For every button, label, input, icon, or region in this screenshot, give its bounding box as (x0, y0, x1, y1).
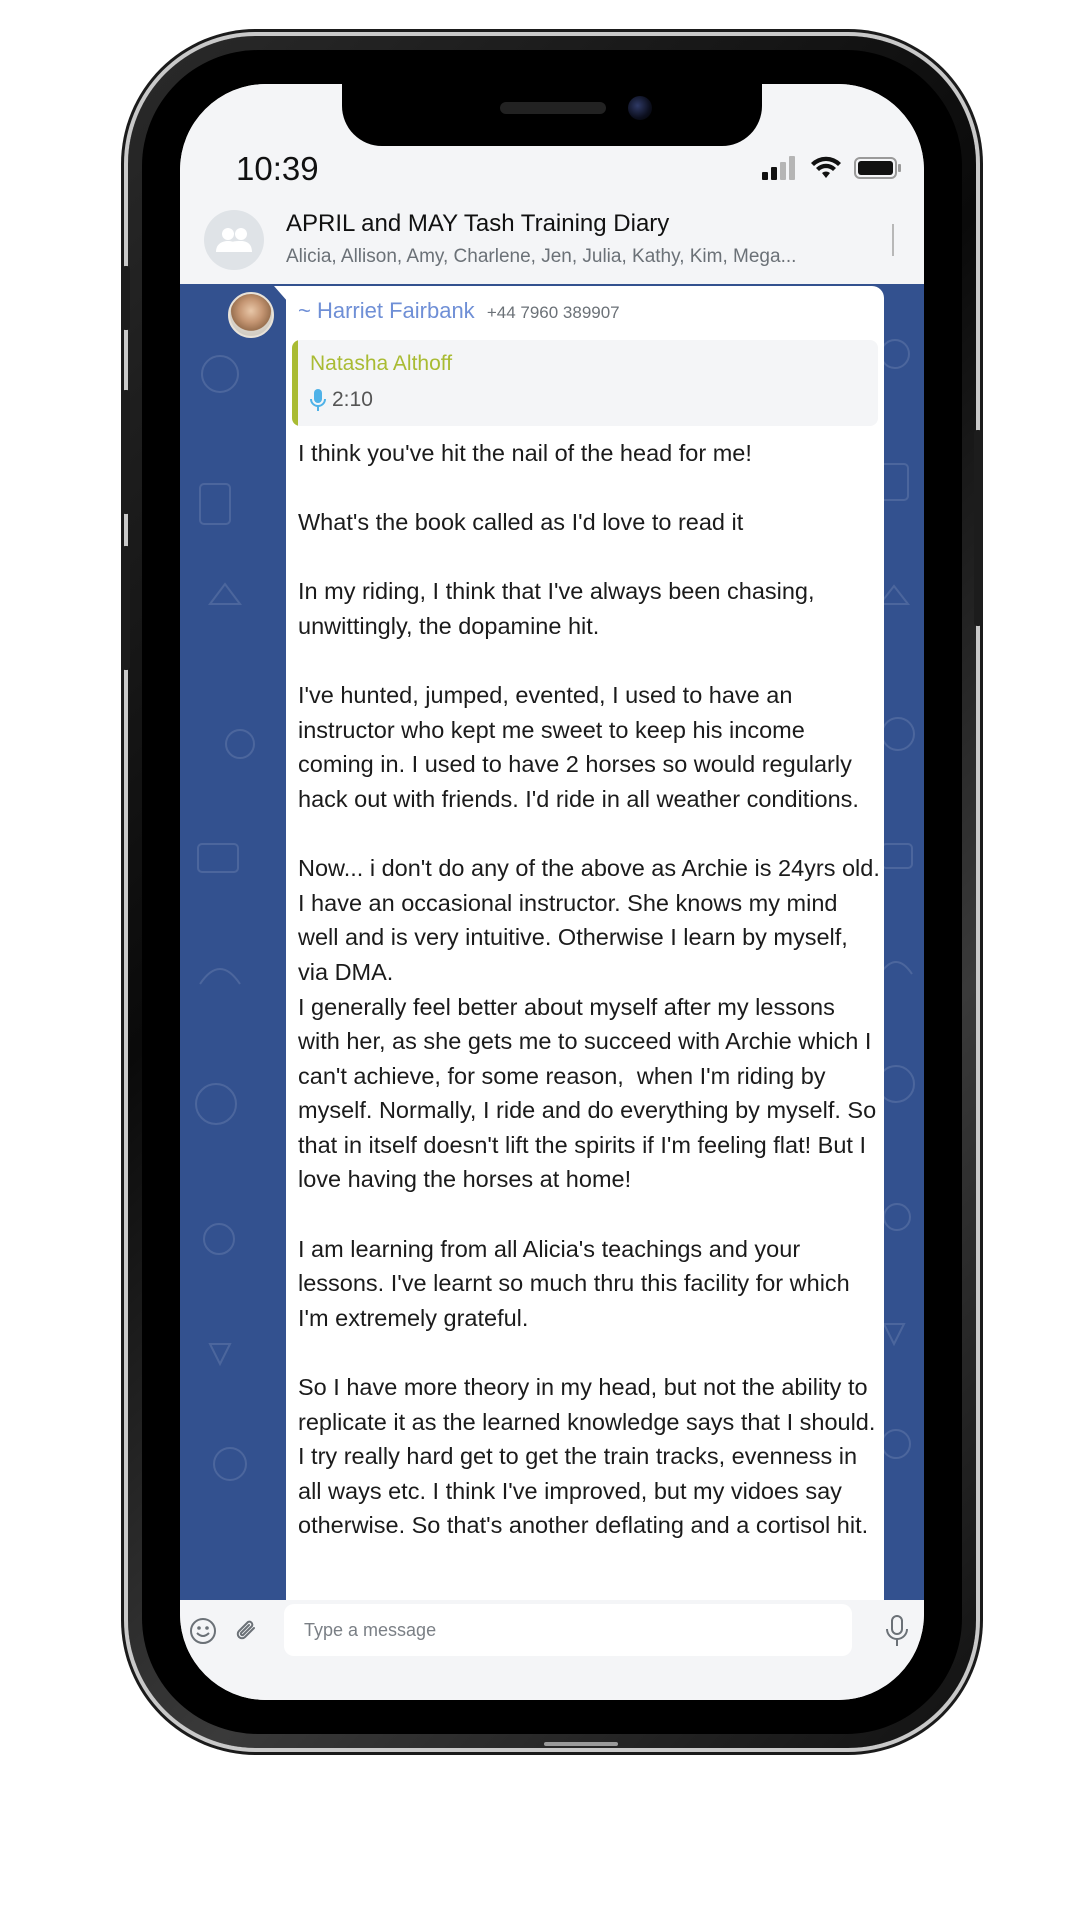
signal-icon (762, 156, 798, 185)
silent-switch (122, 266, 130, 330)
volume-up-button (122, 390, 130, 514)
voice-duration: 2:10 (332, 388, 373, 411)
chat-title[interactable]: APRIL and MAY Tash Training Diary (286, 210, 670, 237)
wifi-icon (810, 156, 842, 185)
microphone-icon (310, 388, 326, 412)
chat-header[interactable] (180, 194, 924, 285)
chat-members: Alicia, Allison, Amy, Charlene, Jen, Julia, Kathy, Kim, Mega... (286, 246, 797, 267)
sender-name[interactable]: ~ Harriet Fairbank (298, 298, 475, 323)
group-avatar[interactable] (204, 210, 264, 270)
sender-avatar[interactable] (228, 292, 274, 338)
status-time: 10:39 (236, 150, 319, 187)
chat-messages-area[interactable] (180, 284, 924, 1600)
group-avatar-icon (214, 226, 254, 254)
notch (342, 84, 762, 146)
power-button (974, 430, 982, 626)
quote-accent-bar (292, 340, 298, 426)
battery-icon (854, 156, 902, 185)
quoted-sender-name: Natasha Althoff (310, 352, 453, 375)
volume-down-button (122, 546, 130, 670)
message-input-bar (180, 1600, 924, 1700)
quoted-message[interactable] (292, 340, 878, 426)
emoji-icon[interactable] (188, 1616, 218, 1646)
message-bubble[interactable] (286, 286, 884, 1600)
phone-screen (180, 84, 924, 1700)
status-icons (762, 156, 902, 185)
quoted-voice-note (310, 388, 373, 412)
phone-bottom-edge (544, 1742, 618, 1746)
message-text: I think you've hit the nail of the head for me! What's the book called as I'd love to read it In my riding, I think that I've always been chasing, unwittingly, the dopamine hit. I've hunted, jumped, evented, I used to have an instructor who kept me sweet to keep his income coming in. I used to have 2 horses so would regularly hack out with friends. I'd ride in all weather conditions. Now... i don't do any of the above as Archie is 24yrs old. I have an occasional instructor. She knows my mind well and is very intuitive. Otherwise I learn by myself, via DMA. I generally feel better about myself after my lessons with her, as she gets me to succeed with Archie which I can't achieve, for some reason, when I'm riding by myself. Normally, I ride and do everything by myself. So that in itself doesn't lift the spirits if I'm feeling flat! But I love having the horses at home! I am learning from all Alicia's teachings and your lessons. I've learnt so much thru this facility for which I'm extremely grateful. So I have more theory in my head, but not the ability to replicate it as the learned knowledge says that I should. I try really hard get to get the train tracks, evenness in all ways etc. I think I've improved, but my vidoes say otherwise. So that's another deflating and a cortisol hit. (298, 440, 880, 1539)
sender-phone: +44 7960 389907 (486, 303, 620, 322)
message-input[interactable] (284, 1604, 852, 1656)
front-camera (628, 96, 652, 120)
paperclip-icon[interactable] (232, 1616, 262, 1646)
speaker-grille (500, 102, 606, 114)
sender-line (298, 298, 620, 324)
mic-icon[interactable] (882, 1614, 912, 1648)
header-divider (892, 224, 894, 256)
